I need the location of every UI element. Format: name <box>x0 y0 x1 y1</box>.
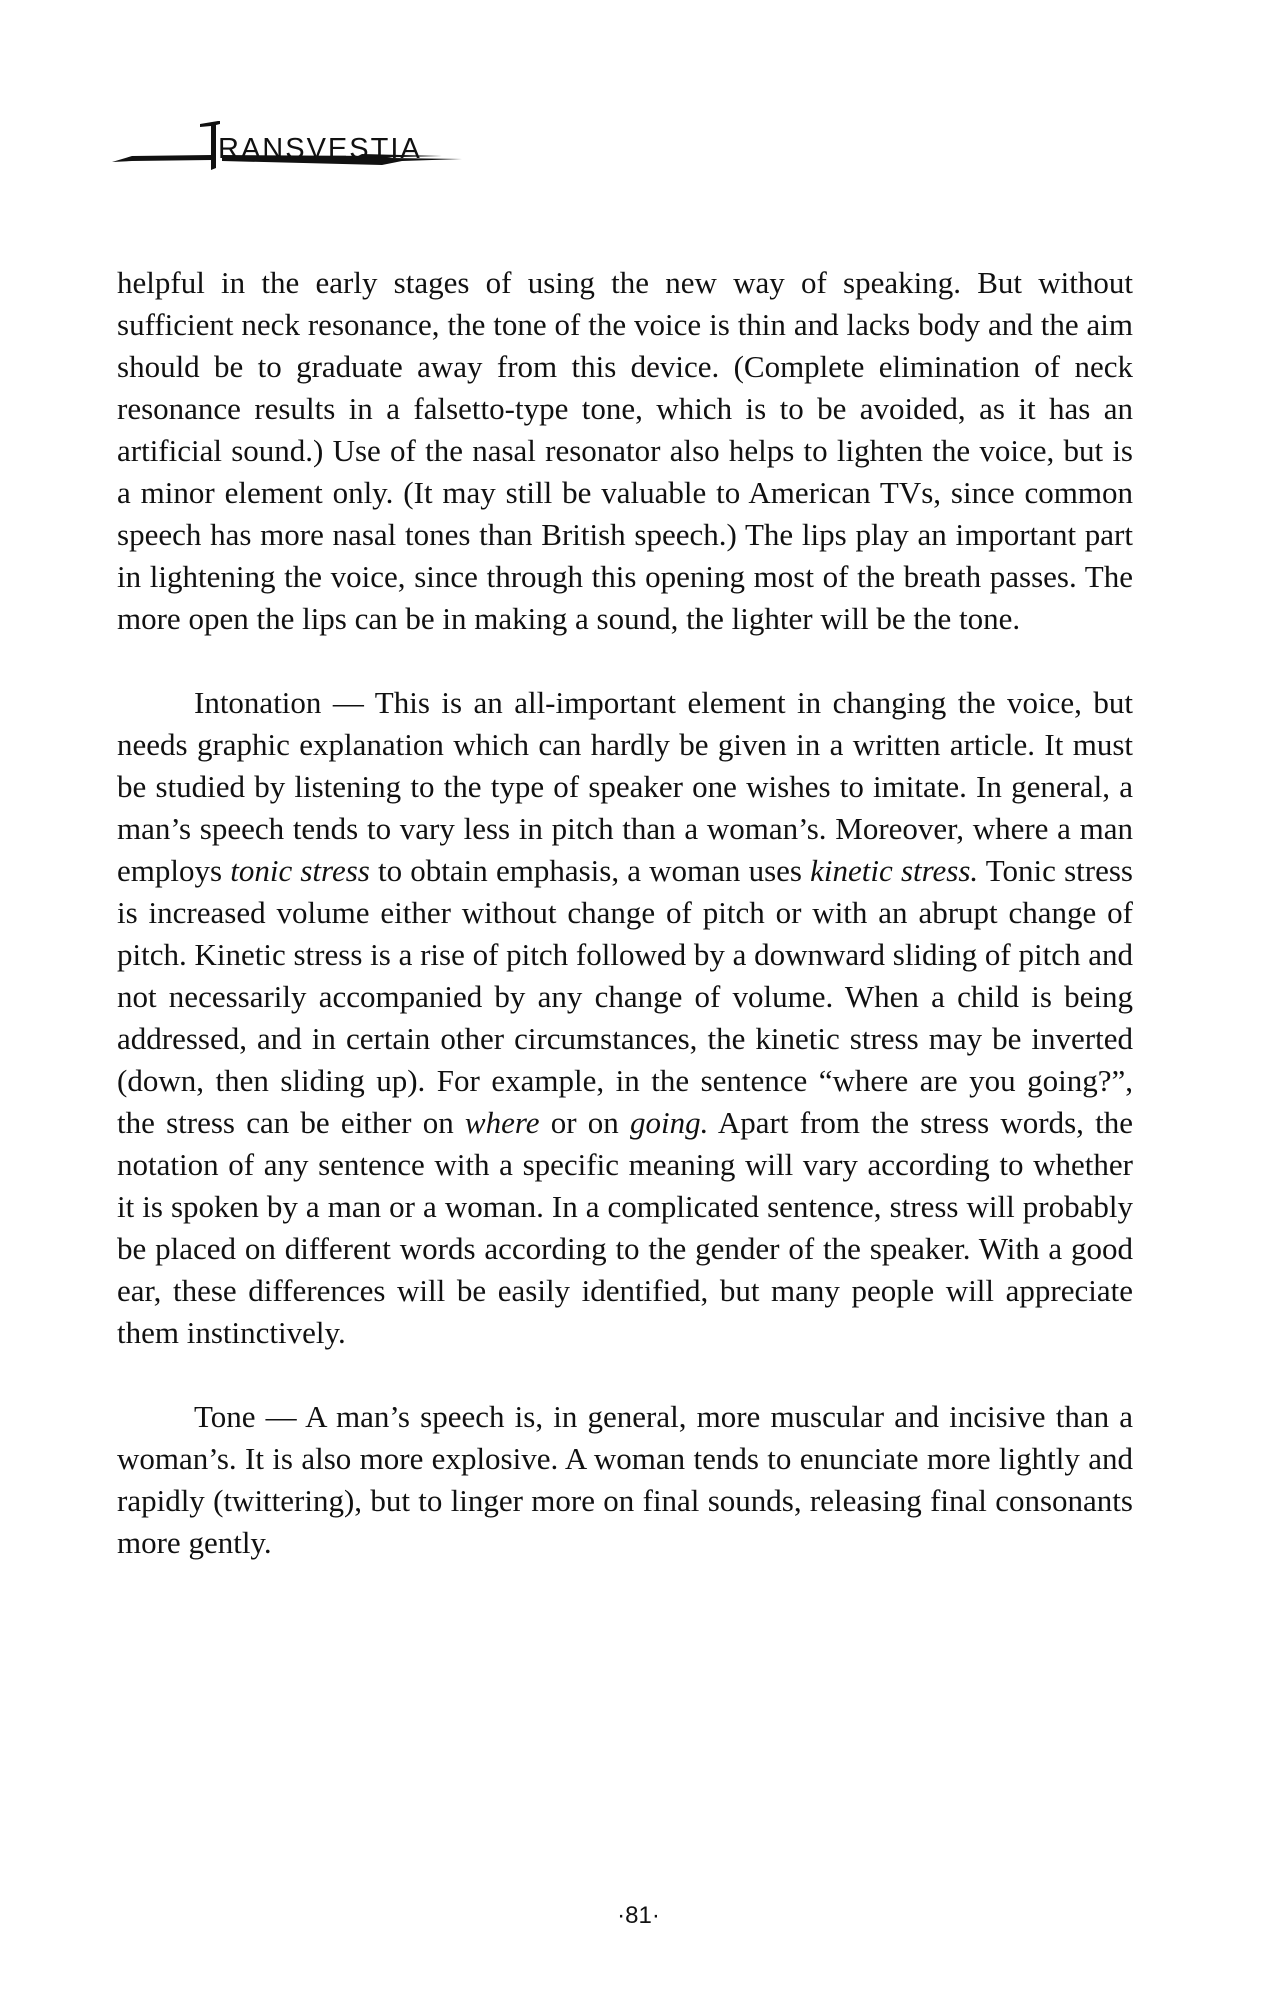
section-heading-intonation: Intonation <box>194 685 322 720</box>
em-dash: — <box>255 1399 306 1434</box>
paragraph-resonance: helpful in the early stages of using the new way of speaking. But without sufficient neck resonance, the tone of the voice is thin and lacks body and the aim should be to graduate away from this device. (Complete elimination of neck resonance results in a falsetto-type tone, which is to be avoided, as it has an artificial sound.) Use of the nasal resonator also helps to lighten the voice, but is a minor element only. (It may still be valuable to American TVs, since common speech has more nasal tones than British speech.) The lips play an important part in lightening the voice, since through this opening most of the breath passes. The more open the lips can be in making a sound, the lighter will be the tone. <box>117 265 1133 636</box>
emphasis-tonic-stress: tonic stress <box>230 853 370 888</box>
masthead-title: RANSVESTIA <box>218 133 422 165</box>
emphasis-where: where <box>464 1105 540 1140</box>
emphasis-kinetic-stress: kinetic stress. <box>810 853 979 888</box>
text-run: This is an all-important element in changing the voice, but needs graphic explanation which can hardly be given in a written article. It must be studied by listening to the type of speaker one wishes to imitate. In general, a man’s speech tends to vary less in pitch than a woman’s. Moreover, where a man employs <box>117 685 1133 888</box>
paragraph-intonation <box>117 682 1133 1354</box>
text-run: or on <box>539 1105 631 1140</box>
text-run: to obtain emphasis, a woman uses <box>369 853 811 888</box>
masthead <box>112 118 482 178</box>
text-run: Tonic stress is increased volume either without change of pitch or with an abrupt change of pitch. Kinetic stress is a rise of pitch followed by a downward sliding of pitch and not necessarily accompanied by any change of volume. When a child is being addressed, and in certain other circumstances, the kinetic stress may be inverted (down, then sliding up). For example, in the sentence “where are you going?”, the stress can be either on <box>117 853 1133 1140</box>
section-heading-tone: Tone <box>194 1399 256 1434</box>
text-run: Apart from the stress words, the notation of any sentence with a specific meaning will vary according to whether it is spoken by a man or a woman. In a complicated sentence, stress will probably be placed on different words according to the gender of the speaker. With a good ear, these differences will be easily identified, but many people will appreciate them instinctively. <box>117 1105 1133 1350</box>
page-number: ·81· <box>617 1902 660 1929</box>
text-run: A man’s speech is, in general, more muscular and incisive than a woman’s. It is also more explosive. A woman tends to enunciate more lightly and rapidly (twittering), but to linger more on final sounds, releasing final consonants more gently. <box>117 1399 1133 1560</box>
em-dash: — <box>321 685 375 720</box>
emphasis-going: going. <box>630 1105 709 1140</box>
article-body <box>117 262 1133 1564</box>
paragraph-tone <box>117 1396 1133 1564</box>
